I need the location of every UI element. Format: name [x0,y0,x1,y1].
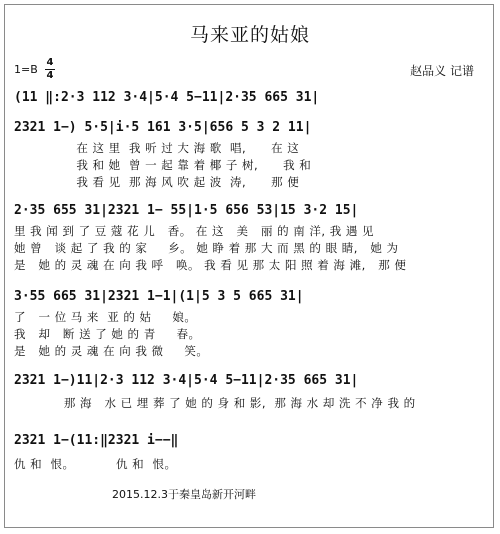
footer-note: 2015.12.3于秦皇岛新开河畔 [112,488,256,501]
notation-line-4: 3·55 665 31|2321 1−1|(1|5 3 5 665 31| [14,289,304,304]
notation-line-3: 2·35 655 31|2321 1− 55|1·5 656 53|15 3·2 15| [14,203,359,218]
notation-line-6: 2321 1−(11:‖2321 i−−‖ [14,433,179,448]
lyric-line-4-2: 我 却 断 送 了 她 的 青 春。 [14,327,201,341]
notation-line-5: 2321 1−)11|2·3 112 3·4|5·4 5−11|2·35 665 31| [14,373,359,388]
key-signature: 1=B [14,63,38,76]
lyric-line-2-2: 我 和 她 曾 一 起 靠 着 椰 子 树, 我 和 [14,158,312,172]
time-signature-top: 4 [46,57,54,68]
lyric-line-2-3: 我 看 见 那 海 风 吹 起 波 涛, 那 便 [14,175,300,189]
lyric-line-3-3: 是 她 的 灵 魂 在 向 我 呼 唤。 我 看 见 那 太 阳 照 着 海 滩, 那 便 [14,258,407,272]
lyric-line-3-1: 里 我 闻 到 了 豆 蔻 花 儿 香。 在 这 美 丽 的 南 洋, 我 遇 见 [14,224,375,238]
lyric-line-4-1: 了 一 位 马 来 亚 的 姑 娘。 [14,310,197,324]
notation-line-2: 2321 1−) 5·5|i·5 161 3·5|656 5 3 2 11| [14,120,312,135]
lyric-line-3-2: 她 曾 谈 起 了 我 的 家 乡。 她 睁 着 那 大 而 黑 的 眼 睛, 她 为 [14,241,399,255]
lyric-line-4-3: 是 她 的 灵 魂 在 向 我 微 笑。 [14,344,209,358]
song-title: 马来亚的姑娘 [189,24,310,46]
time-signature [45,58,55,81]
notation-line-1: (11 ‖:2·3 112 3·4|5·4 5−11|2·35 665 31| [14,90,320,105]
lyric-line-2-1: 在 这 里 我 听 过 大 海 歌 唱, 在 这 [14,141,300,155]
lyric-line-5-1: 那 海 水 已 埋 葬 了 她 的 身 和 影, 那 海 水 却 洗 不 净 我 的 [14,396,416,410]
transcriber-credit: 赵品义 记谱 [410,64,474,78]
lyric-line-6-1: 仇 和 恨。 仇 和 恨。 [14,457,177,471]
time-signature-bottom: 4 [46,70,54,81]
